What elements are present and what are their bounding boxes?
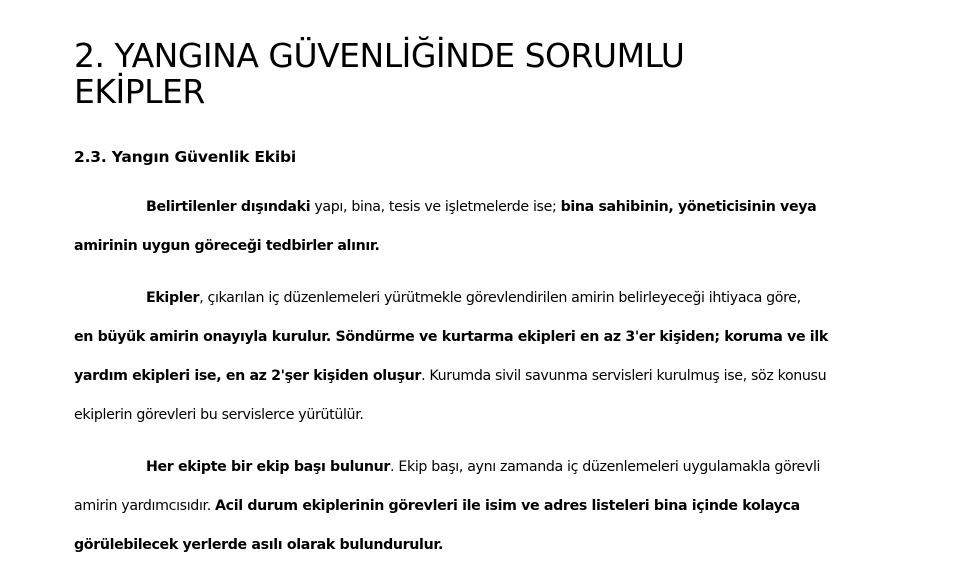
plain-text: , çıkarılan iç düzenlemeleri yürütmekle görevlendirilen amirin belirleyeceği ihtiyaca göre, — [199, 290, 801, 306]
bold-text: Acil durum ekiplerinin görevleri ile isim ve adres listeleri bina içinde kolayca — [215, 498, 800, 514]
title-line-2: EKİPLER — [74, 72, 205, 111]
bold-text: bina sahibinin, yöneticisinin veya — [560, 199, 817, 215]
paragraph-2-line-2 — [74, 318, 914, 357]
paragraph-2-line-1 — [74, 279, 914, 318]
page-title — [74, 38, 914, 110]
body-text — [74, 188, 914, 578]
bold-text: Ekipler — [146, 290, 200, 306]
bold-text: yardım ekipleri ise, en az 2'şer kişiden oluşur — [74, 368, 422, 384]
paragraph-2 — [74, 279, 914, 435]
plain-text: amirin yardımcısıdır. — [74, 498, 216, 514]
plain-text: . Kurumda sivil savunma servisleri kurulmuş ise, söz konusu — [421, 368, 827, 384]
paragraph-2-line-3 — [74, 357, 914, 396]
paragraph-1-line-1 — [74, 188, 914, 227]
section-subtitle: 2.3. Yangın Güvenlik Ekibi — [74, 148, 297, 166]
bold-text: amirinin uygun göreceği tedbirler alınır. — [74, 238, 380, 254]
paragraph-3-line-1 — [74, 448, 914, 487]
plain-text: ekiplerin görevleri bu servislerce yürütülür. — [74, 407, 364, 423]
paragraph-1 — [74, 188, 914, 266]
paragraph-3-line-3 — [74, 526, 914, 565]
title-line-1: 2. YANGINA GÜVENLİĞİNDE SORUMLU — [74, 36, 685, 75]
bold-text: görülebilecek yerlerde asılı olarak bulundurulur. — [74, 537, 443, 553]
plain-text: yapı, bina, tesis ve işletmelerde ise; — [310, 199, 561, 215]
paragraph-2-line-4 — [74, 396, 914, 435]
paragraph-1-line-2 — [74, 227, 914, 266]
paragraph-3-line-2 — [74, 487, 914, 526]
bold-text: en büyük amirin onayıyla kurulur. Söndürme ve kurtarma ekipleri en az 3'er kişiden; koruma ve ilk — [74, 329, 828, 345]
bold-text: Belirtilenler dışındaki — [146, 199, 311, 215]
bold-text: Her ekipte bir ekip başı bulunur — [146, 459, 391, 475]
plain-text: . Ekip başı, aynı zamanda iç düzenlemeleri uygulamakla görevli — [390, 459, 821, 475]
paragraph-3 — [74, 448, 914, 565]
